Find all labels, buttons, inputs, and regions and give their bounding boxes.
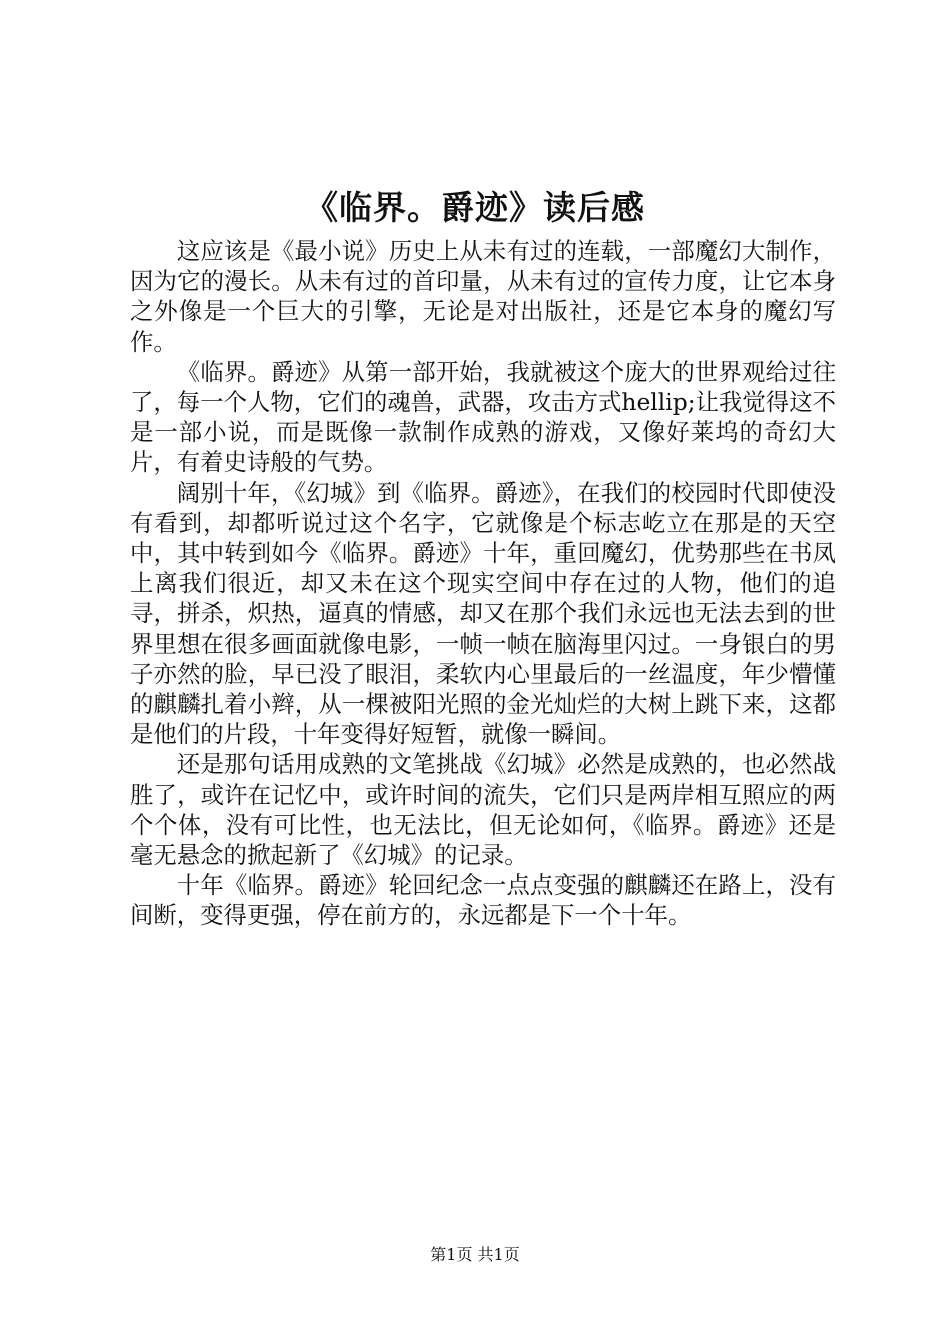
document-title: 《临界。爵迹》读后感 xyxy=(305,188,645,227)
paragraph-3: 阔别十年，《幻城》到《临界。爵迹》，在我们的校园时代即使没有看到，却都听说过这个名字，它就像是个标志屹立在那是的天空中，其中转到如今《临界。爵迹》十年，重回魔幻，优势那些在书凤上离我们很近，却又未在这个现实空间中存在过的人物，他们的追寻，拼杀，炽热，逼真的情感，却又在那个我们永远也无法去到的世界里想在很多画面就像电影，一帧一帧在脑海里闪过。一身银白的男子亦然的脸，早已没了眼泪，柔软内心里最后的一丝温度，年少懵懂的麒麟扎着小辫，从一棵被阳光照的金光灿烂的大树上跳下来，这都是他们的片段，十年变得好短暂，就像一瞬间。 xyxy=(130,478,836,749)
paragraph-1: 这应该是《最小说》历史上从未有过的连载，一部魔幻大制作，因为它的漫长。从未有过的首印量，从未有过的宣传力度，让它本身之外像是一个巨大的引擎，无论是对出版社，还是它本身的魔幻写作。 xyxy=(130,237,836,356)
document-body xyxy=(130,236,836,931)
paragraph-2: 《临界。爵迹》从第一部开始，我就被这个庞大的世界观给过往了，每一个人物，它们的魂兽，武器，攻击方式hellip;让我觉得这不是一部小说，而是既像一款制作成熟的游戏，又像好莱坞的奇幻大片，有着史诗般的气势。 xyxy=(130,357,836,477)
page-number-footer: 第1页 共1页 xyxy=(430,1245,520,1264)
paragraph-4: 还是那句话用成熟的文笔挑战《幻城》必然是成熟的，也必然战胜了，或许在记忆中，或许时间的流失，它们只是两岸相互照应的两个个体，没有可比性，也无法比，但无论如何，《临界。爵迹》还是毫无悬念的掀起新了《幻城》的记录。 xyxy=(130,750,836,870)
paragraph-5: 十年《临界。爵迹》轮回纪念一点点变强的麒麟还在路上，没有间断，变得更强，停在前方的，永远都是下一个十年。 xyxy=(130,871,836,930)
